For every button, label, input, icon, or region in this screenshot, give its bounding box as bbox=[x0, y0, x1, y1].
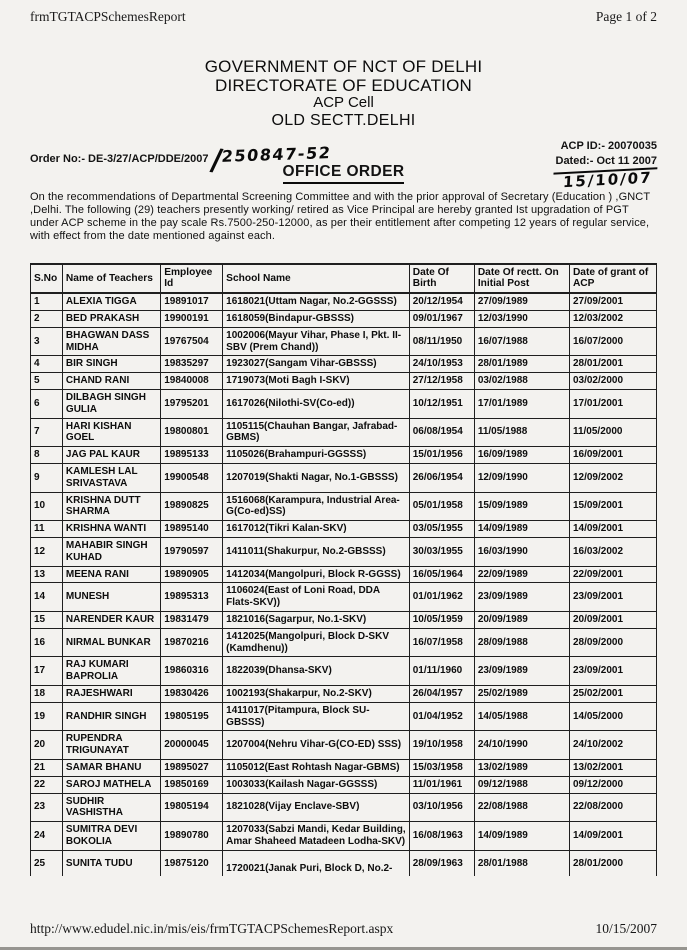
cell-employee-id: 19830426 bbox=[161, 685, 223, 702]
handwritten-order-suffix: 250847-52 bbox=[221, 143, 333, 167]
order-number-line bbox=[30, 142, 333, 180]
cell-date-of-acp-grant: 28/01/2000 bbox=[569, 850, 656, 876]
table-row bbox=[31, 628, 657, 657]
cell-sno: 25 bbox=[31, 850, 63, 876]
cell-employee-id: 19900191 bbox=[161, 311, 223, 328]
cell-date-of-acp-grant: 14/05/2000 bbox=[569, 702, 656, 731]
cell-date-of-rectt: 24/10/1990 bbox=[474, 731, 569, 760]
cell-date-of-birth: 15/01/1956 bbox=[409, 447, 474, 464]
cell-date-of-birth: 01/11/1960 bbox=[409, 657, 474, 686]
cell-sno: 3 bbox=[31, 327, 63, 356]
cell-date-of-rectt: 16/09/1989 bbox=[474, 447, 569, 464]
cell-sno: 9 bbox=[31, 463, 63, 492]
table-header bbox=[31, 264, 657, 294]
order-number-printed: Order No:- DE-3/27/ACP/DDE/2007 bbox=[30, 153, 209, 166]
table-row bbox=[31, 685, 657, 702]
cell-employee-id: 19790597 bbox=[161, 537, 223, 566]
cell-school-name: 1821028(Vijay Enclave-SBV) bbox=[223, 793, 410, 822]
cell-date-of-birth: 15/03/1958 bbox=[409, 759, 474, 776]
cell-sno: 2 bbox=[31, 311, 63, 328]
cell-teacher-name: NIRMAL BUNKAR bbox=[62, 628, 160, 657]
table-row bbox=[31, 327, 657, 356]
cell-sno: 17 bbox=[31, 657, 63, 686]
teachers-report-table bbox=[30, 263, 657, 877]
cell-sno: 1 bbox=[31, 293, 63, 310]
cell-date-of-rectt: 28/09/1988 bbox=[474, 628, 569, 657]
cell-date-of-rectt: 17/01/1989 bbox=[474, 389, 569, 418]
print-footer bbox=[30, 921, 657, 937]
cell-employee-id: 19895140 bbox=[161, 521, 223, 538]
table-row bbox=[31, 793, 657, 822]
cell-date-of-birth: 01/04/1952 bbox=[409, 702, 474, 731]
office-order-title: OFFICE ORDER bbox=[283, 163, 405, 184]
cell-date-of-acp-grant: 17/01/2001 bbox=[569, 389, 656, 418]
cell-date-of-birth: 30/03/1955 bbox=[409, 537, 474, 566]
cell-school-name: 1105026(Brahampuri-GGSSS) bbox=[223, 447, 410, 464]
cell-date-of-rectt: 28/01/1989 bbox=[474, 356, 569, 373]
order-meta-row bbox=[30, 139, 657, 191]
page-indicator: Page 1 of 2 bbox=[595, 9, 657, 24]
cell-employee-id: 19831479 bbox=[161, 611, 223, 628]
cell-school-name: 1002193(Shakarpur, No.2-SKV) bbox=[223, 685, 410, 702]
table-row bbox=[31, 418, 657, 447]
table-row bbox=[31, 463, 657, 492]
cell-teacher-name: SAMAR BHANU bbox=[62, 759, 160, 776]
cell-school-name: 1821016(Sagarpur, No.1-SKV) bbox=[223, 611, 410, 628]
col-header-teacher-name: Name of Teachers bbox=[62, 264, 160, 294]
cell-sno: 8 bbox=[31, 447, 63, 464]
cell-date-of-rectt: 09/12/1988 bbox=[474, 776, 569, 793]
table-row bbox=[31, 537, 657, 566]
cell-school-name: 1618021(Uttam Nagar, No.2-GGSSS) bbox=[223, 293, 410, 310]
cell-date-of-rectt: 14/09/1989 bbox=[474, 822, 569, 851]
cell-sno: 10 bbox=[31, 492, 63, 521]
table-row bbox=[31, 566, 657, 583]
form-name: frmTGTACPSchemesReport bbox=[30, 9, 186, 24]
cell-teacher-name: KAMLESH LAL SRIVASTAVA bbox=[62, 463, 160, 492]
cell-teacher-name: HARI KISHAN GOEL bbox=[62, 418, 160, 447]
cell-date-of-acp-grant: 28/09/2000 bbox=[569, 628, 656, 657]
cell-sno: 23 bbox=[31, 793, 63, 822]
cell-sno: 7 bbox=[31, 418, 63, 447]
cell-school-name: 1617026(Nilothi-SV(Co-ed)) bbox=[223, 389, 410, 418]
cell-date-of-acp-grant: 27/09/2001 bbox=[569, 293, 656, 310]
cell-teacher-name: ALEXIA TIGGA bbox=[62, 293, 160, 310]
cell-sno: 4 bbox=[31, 356, 63, 373]
cell-school-name: 1411011(Shakurpur, No.2-GBSSS) bbox=[223, 537, 410, 566]
letterhead bbox=[30, 57, 657, 130]
cell-teacher-name: RANDHIR SINGH bbox=[62, 702, 160, 731]
table-row bbox=[31, 373, 657, 390]
cell-teacher-name: RUPENDRA TRIGUNAYAT bbox=[62, 731, 160, 760]
cell-date-of-birth: 06/08/1954 bbox=[409, 418, 474, 447]
cell-sno: 24 bbox=[31, 822, 63, 851]
table-row bbox=[31, 389, 657, 418]
cell-sno: 6 bbox=[31, 389, 63, 418]
cell-date-of-rectt: 27/09/1989 bbox=[474, 293, 569, 310]
cell-employee-id: 19840008 bbox=[161, 373, 223, 390]
cell-date-of-acp-grant: 16/07/2000 bbox=[569, 327, 656, 356]
cell-school-name: 1516068(Karampura, Industrial Area-G(Co-ed)SS) bbox=[223, 492, 410, 521]
cell-date-of-rectt: 25/02/1989 bbox=[474, 685, 569, 702]
cell-date-of-birth: 20/12/1954 bbox=[409, 293, 474, 310]
table-row bbox=[31, 702, 657, 731]
cell-teacher-name: SUDHIR VASHISTHA bbox=[62, 793, 160, 822]
table-row bbox=[31, 822, 657, 851]
cell-date-of-birth: 08/11/1950 bbox=[409, 327, 474, 356]
cell-date-of-birth: 26/06/1954 bbox=[409, 463, 474, 492]
cell-employee-id: 19805194 bbox=[161, 793, 223, 822]
cell-employee-id: 19890825 bbox=[161, 492, 223, 521]
cell-date-of-birth: 05/01/1958 bbox=[409, 492, 474, 521]
cell-employee-id: 19850169 bbox=[161, 776, 223, 793]
cell-date-of-rectt: 12/09/1990 bbox=[474, 463, 569, 492]
cell-school-name: 1002006(Mayur Vihar, Phase I, Pkt. II-SBV (Prem Chand)) bbox=[223, 327, 410, 356]
cell-date-of-rectt: 23/09/1989 bbox=[474, 583, 569, 612]
col-header-date-of-birth: Date Of Birth bbox=[409, 264, 474, 294]
cell-teacher-name: SAROJ MATHELA bbox=[62, 776, 160, 793]
cell-teacher-name: CHAND RANI bbox=[62, 373, 160, 390]
cell-date-of-acp-grant: 09/12/2000 bbox=[569, 776, 656, 793]
cell-date-of-acp-grant: 11/05/2000 bbox=[569, 418, 656, 447]
cell-teacher-name: MAHABIR SINGH KUHAD bbox=[62, 537, 160, 566]
table-row bbox=[31, 776, 657, 793]
cell-date-of-birth: 10/12/1951 bbox=[409, 389, 474, 418]
cell-teacher-name: MEENA RANI bbox=[62, 566, 160, 583]
cell-date-of-acp-grant: 16/03/2002 bbox=[569, 537, 656, 566]
cell-teacher-name: BED PRAKASH bbox=[62, 311, 160, 328]
table-row bbox=[31, 583, 657, 612]
cell-teacher-name: SUNITA TUDU bbox=[62, 850, 160, 876]
cell-employee-id: 20000045 bbox=[161, 731, 223, 760]
cell-sno: 19 bbox=[31, 702, 63, 731]
letterhead-line-government: GOVERNMENT OF NCT OF DELHI bbox=[204, 57, 483, 76]
cell-sno: 18 bbox=[31, 685, 63, 702]
table-row bbox=[31, 657, 657, 686]
cell-employee-id: 19890905 bbox=[161, 566, 223, 583]
cell-teacher-name: KRISHNA WANTI bbox=[62, 521, 160, 538]
cell-date-of-acp-grant: 24/10/2002 bbox=[569, 731, 656, 760]
cell-teacher-name: KRISHNA DUTT SHARMA bbox=[62, 492, 160, 521]
cell-date-of-birth: 01/01/1962 bbox=[409, 583, 474, 612]
cell-date-of-birth: 27/12/1958 bbox=[409, 373, 474, 390]
cell-date-of-rectt: 12/03/1990 bbox=[474, 311, 569, 328]
col-header-sno: S.No bbox=[31, 264, 63, 294]
cell-date-of-acp-grant: 14/09/2001 bbox=[569, 822, 656, 851]
cell-date-of-acp-grant: 23/09/2001 bbox=[569, 583, 656, 612]
dated-line: Dated:- Oct 11 2007 bbox=[555, 155, 657, 168]
table-row bbox=[31, 850, 657, 876]
acp-meta-block bbox=[553, 139, 657, 190]
cell-date-of-rectt: 22/09/1989 bbox=[474, 566, 569, 583]
cell-employee-id: 19767504 bbox=[161, 327, 223, 356]
table-row bbox=[31, 731, 657, 760]
footer-date: 10/15/2007 bbox=[595, 921, 657, 936]
table-row bbox=[31, 311, 657, 328]
cell-date-of-rectt: 16/03/1990 bbox=[474, 537, 569, 566]
print-header bbox=[30, 0, 657, 25]
cell-teacher-name: JAG PAL KAUR bbox=[62, 447, 160, 464]
cell-sno: 14 bbox=[31, 583, 63, 612]
table-row bbox=[31, 521, 657, 538]
cell-date-of-rectt: 23/09/1989 bbox=[474, 657, 569, 686]
cell-school-name: 1822039(Dhansa-SKV) bbox=[223, 657, 410, 686]
order-body-paragraph: On the recommendations of Departmental Screening Committee and with the prior approval of Secretary (Education ) ,GNCT ,Delhi. The following (29) teachers presently working/ retired as Vice Principal are hereby granted Ist upgradation of PGT under ACP scheme in the pay scale Rs.7500-250-12000, as per their entitlement after competing 12 years of regular service, with effect from the date mentioned against each. bbox=[30, 191, 650, 242]
cell-teacher-name: DILBAGH SINGH GULIA bbox=[62, 389, 160, 418]
cell-date-of-rectt: 14/09/1989 bbox=[474, 521, 569, 538]
cell-employee-id: 19891017 bbox=[161, 293, 223, 310]
cell-date-of-birth: 16/05/1964 bbox=[409, 566, 474, 583]
cell-employee-id: 19895313 bbox=[161, 583, 223, 612]
table-row bbox=[31, 447, 657, 464]
col-header-school-name: School Name bbox=[223, 264, 410, 294]
cell-date-of-birth: 19/10/1958 bbox=[409, 731, 474, 760]
letterhead-line-acp-cell: ACP Cell bbox=[313, 94, 374, 112]
cell-employee-id: 19875120 bbox=[161, 850, 223, 876]
cell-date-of-birth: 24/10/1953 bbox=[409, 356, 474, 373]
cell-sno: 22 bbox=[31, 776, 63, 793]
col-header-date-of-acp-grant: Date of grant of ACP bbox=[569, 264, 656, 294]
cell-date-of-rectt: 14/05/1988 bbox=[474, 702, 569, 731]
cell-date-of-rectt: 13/02/1989 bbox=[474, 759, 569, 776]
cell-date-of-rectt: 15/09/1989 bbox=[474, 492, 569, 521]
cell-date-of-rectt: 03/02/1988 bbox=[474, 373, 569, 390]
handwritten-date: 15/10/07 bbox=[553, 168, 657, 191]
cell-employee-id: 19860316 bbox=[161, 657, 223, 686]
cell-employee-id: 19800801 bbox=[161, 418, 223, 447]
cell-date-of-birth: 28/09/1963 bbox=[409, 850, 474, 876]
handwritten-slash: / bbox=[208, 142, 224, 180]
acp-id: ACP ID:- 20070035 bbox=[560, 140, 657, 153]
cell-date-of-acp-grant: 14/09/2001 bbox=[569, 521, 656, 538]
cell-date-of-birth: 03/10/1956 bbox=[409, 793, 474, 822]
cell-date-of-acp-grant: 23/09/2001 bbox=[569, 657, 656, 686]
cell-school-name: 1207004(Nehru Vihar-G(CO-ED) SSS) bbox=[223, 731, 410, 760]
cell-date-of-acp-grant: 22/09/2001 bbox=[569, 566, 656, 583]
cell-teacher-name: RAJESHWARI bbox=[62, 685, 160, 702]
letterhead-line-old-sectt: OLD SECTT.DELHI bbox=[271, 112, 416, 130]
cell-sno: 13 bbox=[31, 566, 63, 583]
cell-teacher-name: RAJ KUMARI BAPROLIA bbox=[62, 657, 160, 686]
cell-school-name: 1618059(Bindapur-GBSSS) bbox=[223, 311, 410, 328]
cell-date-of-acp-grant: 25/02/2001 bbox=[569, 685, 656, 702]
cell-school-name: 1720021(Janak Puri, Block D, No.2- bbox=[223, 850, 410, 876]
cell-date-of-acp-grant: 20/09/2001 bbox=[569, 611, 656, 628]
cell-date-of-birth: 11/01/1961 bbox=[409, 776, 474, 793]
table-row bbox=[31, 759, 657, 776]
cell-teacher-name: BHAGWAN DASS MIDHA bbox=[62, 327, 160, 356]
cell-date-of-acp-grant: 12/09/2002 bbox=[569, 463, 656, 492]
cell-sno: 20 bbox=[31, 731, 63, 760]
cell-sno: 11 bbox=[31, 521, 63, 538]
cell-date-of-rectt: 16/07/1988 bbox=[474, 327, 569, 356]
cell-date-of-rectt: 20/09/1989 bbox=[474, 611, 569, 628]
cell-employee-id: 19895027 bbox=[161, 759, 223, 776]
footer-url: http://www.edudel.nic.in/mis/eis/frmTGTACPSchemesReport.aspx bbox=[30, 921, 394, 936]
cell-school-name: 1106024(East of Loni Road, DDA Flats-SKV)) bbox=[223, 583, 410, 612]
cell-teacher-name: MUNESH bbox=[62, 583, 160, 612]
cell-school-name: 1003033(Kailash Nagar-GGSSS) bbox=[223, 776, 410, 793]
cell-date-of-birth: 10/05/1959 bbox=[409, 611, 474, 628]
cell-sno: 5 bbox=[31, 373, 63, 390]
cell-sno: 12 bbox=[31, 537, 63, 566]
cell-teacher-name: SUMITRA DEVI BOKOLIA bbox=[62, 822, 160, 851]
col-header-employee-id: Employee Id bbox=[161, 264, 223, 294]
cell-date-of-acp-grant: 12/03/2002 bbox=[569, 311, 656, 328]
cell-date-of-birth: 09/01/1967 bbox=[409, 311, 474, 328]
cell-employee-id: 19870216 bbox=[161, 628, 223, 657]
letterhead-line-directorate: DIRECTORATE OF EDUCATION bbox=[215, 76, 472, 96]
cell-teacher-name: NARENDER KAUR bbox=[62, 611, 160, 628]
cell-date-of-acp-grant: 15/09/2001 bbox=[569, 492, 656, 521]
cell-date-of-birth: 16/08/1963 bbox=[409, 822, 474, 851]
cell-teacher-name: BIR SINGH bbox=[62, 356, 160, 373]
cell-date-of-birth: 26/04/1957 bbox=[409, 685, 474, 702]
report-table-body bbox=[31, 293, 657, 876]
cell-employee-id: 19890780 bbox=[161, 822, 223, 851]
cell-sno: 21 bbox=[31, 759, 63, 776]
cell-school-name: 1412025(Mangolpuri, Block D-SKV (Kamdhenu)) bbox=[223, 628, 410, 657]
cell-date-of-rectt: 28/01/1988 bbox=[474, 850, 569, 876]
cell-school-name: 1412034(Mangolpuri, Block R-GGSS) bbox=[223, 566, 410, 583]
cell-employee-id: 19835297 bbox=[161, 356, 223, 373]
cell-date-of-acp-grant: 13/02/2001 bbox=[569, 759, 656, 776]
cell-school-name: 1105115(Chauhan Bangar, Jafrabad-GBMS) bbox=[223, 418, 410, 447]
cell-employee-id: 19895133 bbox=[161, 447, 223, 464]
cell-school-name: 1719073(Moti Bagh I-SKV) bbox=[223, 373, 410, 390]
cell-school-name: 1411017(Pitampura, Block SU-GBSSS) bbox=[223, 702, 410, 731]
cell-sno: 16 bbox=[31, 628, 63, 657]
cell-school-name: 1207033(Sabzi Mandi, Kedar Building, Amar Shaheed Matadeen Lodha-SKV) bbox=[223, 822, 410, 851]
table-row bbox=[31, 356, 657, 373]
cell-date-of-birth: 16/07/1958 bbox=[409, 628, 474, 657]
cell-date-of-birth: 03/05/1955 bbox=[409, 521, 474, 538]
table-row bbox=[31, 293, 657, 310]
cell-date-of-rectt: 11/05/1988 bbox=[474, 418, 569, 447]
col-header-date-of-rectt: Date Of rectt. On Initial Post bbox=[474, 264, 569, 294]
cell-date-of-acp-grant: 16/09/2001 bbox=[569, 447, 656, 464]
cell-school-name: 1207019(Shakti Nagar, No.1-GBSSS) bbox=[223, 463, 410, 492]
cell-date-of-rectt: 22/08/1988 bbox=[474, 793, 569, 822]
cell-date-of-acp-grant: 03/02/2000 bbox=[569, 373, 656, 390]
cell-school-name: 1923027(Sangam Vihar-GBSSS) bbox=[223, 356, 410, 373]
cell-employee-id: 19805195 bbox=[161, 702, 223, 731]
cell-employee-id: 19900548 bbox=[161, 463, 223, 492]
cell-date-of-acp-grant: 28/01/2001 bbox=[569, 356, 656, 373]
cell-school-name: 1105012(East Rohtash Nagar-GBMS) bbox=[223, 759, 410, 776]
table-row bbox=[31, 611, 657, 628]
table-header-row bbox=[31, 264, 657, 294]
cell-school-name: 1617012(Tikri Kalan-SKV) bbox=[223, 521, 410, 538]
cell-sno: 15 bbox=[31, 611, 63, 628]
cell-date-of-acp-grant: 22/08/2000 bbox=[569, 793, 656, 822]
table-row bbox=[31, 492, 657, 521]
cell-employee-id: 19795201 bbox=[161, 389, 223, 418]
